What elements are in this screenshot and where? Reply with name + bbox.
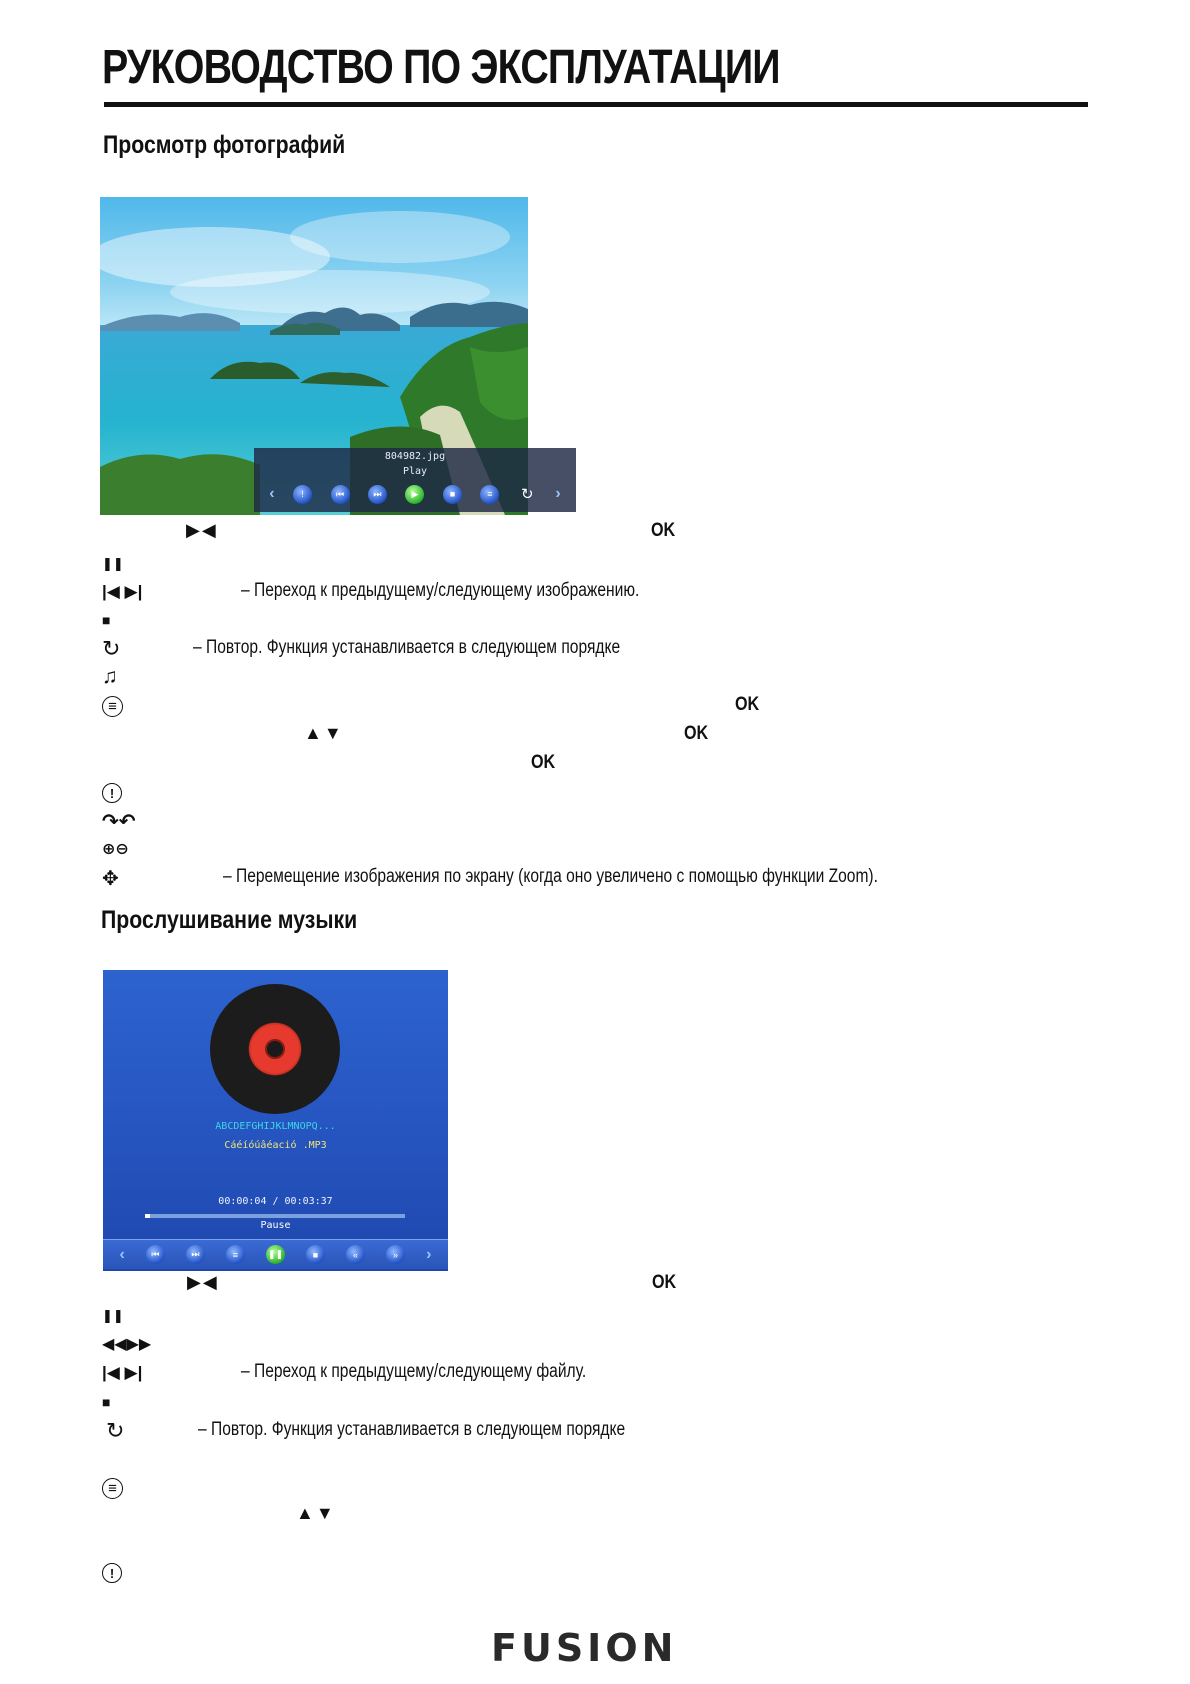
track-time: 00:00:04 / 00:03:37 xyxy=(218,1196,333,1207)
osd-right-arrow-icon[interactable]: › xyxy=(555,485,561,502)
pause-icon: ❚❚ xyxy=(102,1308,124,1323)
osd-prev-icon[interactable]: ⏮ xyxy=(146,1245,165,1264)
move-icon: ✥ xyxy=(102,867,119,890)
info-row xyxy=(102,1561,122,1585)
photo-filename: 804982.jpg xyxy=(384,451,446,462)
stop-icon: ■ xyxy=(102,612,111,628)
stop-icon: ■ xyxy=(102,1394,111,1410)
ok-label: OK xyxy=(652,1272,677,1293)
info-icon: ! xyxy=(102,783,122,803)
music-row xyxy=(102,665,118,689)
up-down-arrows-icon: ▲▼ xyxy=(304,723,344,743)
prev-next-description: – Переход к предыдущему/следующему изображению. xyxy=(241,580,640,601)
photo-section-title: Просмотр фотографий xyxy=(103,131,346,159)
prev-next-row xyxy=(102,1361,142,1385)
ok-label: OK xyxy=(735,694,760,715)
osd-prev-icon[interactable]: ⏮ xyxy=(331,485,350,504)
music-player-screenshot xyxy=(103,970,448,1271)
osd-stop-icon[interactable]: ■ xyxy=(443,485,462,504)
stop-row xyxy=(102,1390,110,1414)
music-osd-controls xyxy=(103,1239,448,1269)
osd-info-icon[interactable]: ! xyxy=(293,485,312,504)
up-down-arrows-icon: ▲▼ xyxy=(296,1503,336,1523)
page-title: РУКОВОДСТВО ПО ЭКСПЛУАТАЦИИ xyxy=(102,41,780,94)
photo-osd-panel xyxy=(254,448,576,512)
osd-next-icon[interactable]: ⏭ xyxy=(368,485,387,504)
fast-rewind-forward-row xyxy=(102,1332,151,1356)
pause-row xyxy=(102,1304,124,1328)
osd-playlist-icon[interactable]: ≡ xyxy=(226,1245,245,1264)
ok-label: OK xyxy=(684,723,709,744)
playlist-icon: ≡ xyxy=(102,696,123,717)
stop-row xyxy=(102,608,110,632)
osd-right-arrow-icon[interactable]: › xyxy=(426,1245,432,1263)
track-progress-bar[interactable] xyxy=(145,1214,405,1218)
playlist-icon: ≡ xyxy=(102,1478,123,1499)
osd-forward-icon[interactable]: » xyxy=(386,1245,405,1264)
play-arrows-icon: ▶◀ xyxy=(186,520,218,540)
disc-hole xyxy=(265,1039,285,1059)
repeat-row xyxy=(102,637,120,661)
fusion-logo xyxy=(491,1626,711,1670)
music-status: Pause xyxy=(260,1220,291,1231)
prev-next-icon: |◀ ▶| xyxy=(102,1363,143,1382)
osd-play-icon[interactable]: ▶ xyxy=(405,485,424,504)
repeat-description: – Повтор. Функция устанавливается в следующем порядке xyxy=(193,637,621,658)
music-note-icon: ♫ xyxy=(102,665,118,688)
music-section-title: Прослушивание музыки xyxy=(101,906,358,934)
osd-next-icon[interactable]: ⏭ xyxy=(186,1245,205,1264)
rewind-forward-icon: ◀◀▶▶ xyxy=(102,1336,152,1353)
osd-pause-icon[interactable]: ❚❚ xyxy=(266,1245,285,1264)
osd-rewind-icon[interactable]: « xyxy=(346,1245,365,1264)
repeat-icon: ↻ xyxy=(106,1418,125,1443)
ok-label: OK xyxy=(651,520,676,541)
title-divider xyxy=(104,102,1088,107)
prev-next-row xyxy=(102,580,142,604)
move-row xyxy=(102,866,119,890)
disc-icon xyxy=(210,984,340,1114)
track-title: ABCDEFGHIJKLMNOPQ... xyxy=(215,1121,336,1132)
prev-next-icon: |◀ ▶| xyxy=(102,582,143,601)
rotate-icon: ↷↶ xyxy=(102,810,136,833)
photo-osd-controls xyxy=(254,480,576,508)
osd-stop-icon[interactable]: ■ xyxy=(306,1245,325,1264)
repeat-icon: ↻ xyxy=(102,636,121,661)
prev-next-file-description: – Переход к предыдущему/следующему файлу. xyxy=(241,1361,587,1382)
osd-repeat-icon[interactable]: ↻ xyxy=(521,486,534,503)
info-icon: ! xyxy=(102,1563,122,1583)
playlist-row xyxy=(102,1476,123,1500)
osd-left-arrow-icon[interactable]: ‹ xyxy=(269,485,275,502)
rotate-row xyxy=(102,809,136,833)
repeat-description: – Повтор. Функция устанавливается в следующем порядке xyxy=(198,1419,626,1440)
osd-left-arrow-icon[interactable]: ‹ xyxy=(119,1245,125,1263)
ok-label: OK xyxy=(531,752,556,773)
repeat-row xyxy=(102,1419,124,1443)
play-arrows-icon: ▶◀ xyxy=(187,1272,219,1292)
zoom-row xyxy=(102,837,129,861)
zoom-icon: ⊕⊖ xyxy=(102,841,129,858)
pause-icon: ❚❚ xyxy=(102,556,124,571)
track-filename: Cáéíóúâéació .MP3 xyxy=(224,1140,327,1151)
osd-playlist-icon[interactable]: ≡ xyxy=(480,485,499,504)
info-row xyxy=(102,781,122,805)
track-progress-fill xyxy=(145,1214,150,1218)
photo-status: Play xyxy=(402,466,428,477)
playlist-row xyxy=(102,694,123,718)
pause-row xyxy=(102,552,124,576)
move-description: – Перемещение изображения по экрану (когда оно увеличено с помощью функции Zoom). xyxy=(223,866,878,887)
fusion-logo-text: FUSION xyxy=(491,1626,678,1670)
photo-viewer-screenshot xyxy=(100,197,561,515)
